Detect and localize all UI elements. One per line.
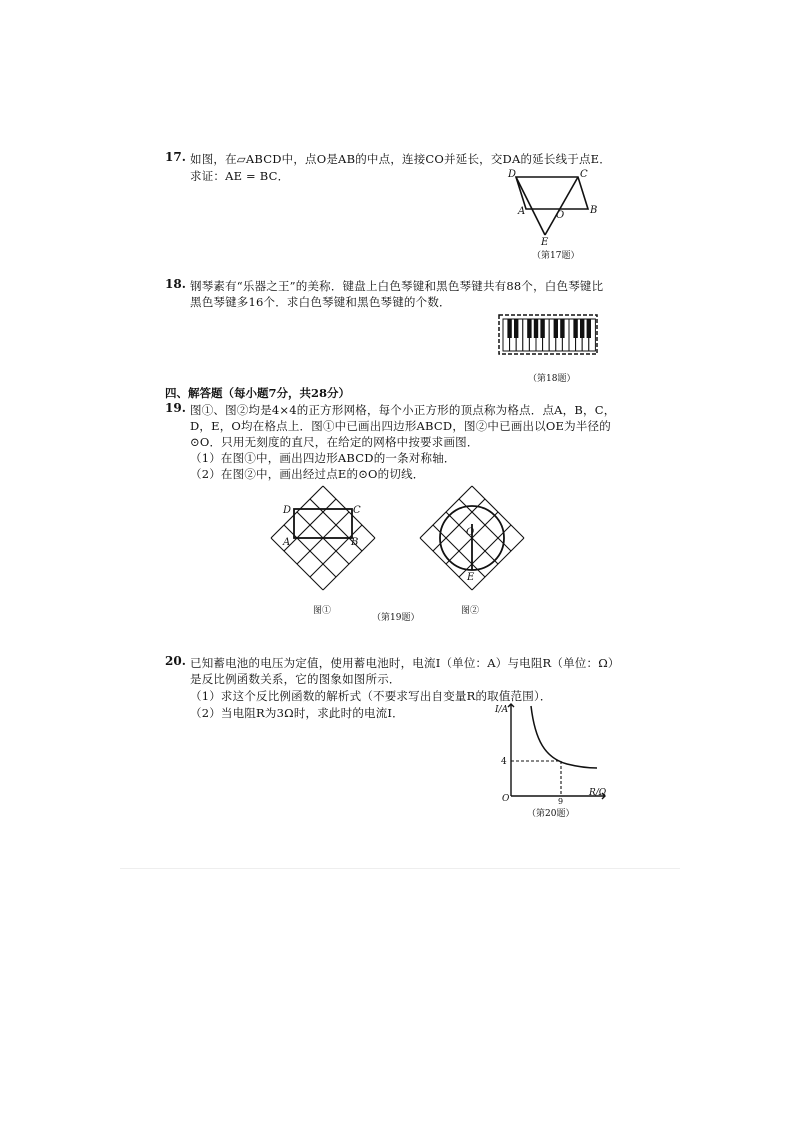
fig2-label: 图② xyxy=(461,606,480,616)
y-axis-label: I/A xyxy=(495,705,509,715)
q20-graph xyxy=(493,700,613,804)
black-key xyxy=(554,319,558,338)
label-B: B xyxy=(590,205,598,216)
black-key xyxy=(560,319,564,338)
fig2-label-E: E xyxy=(467,572,475,583)
q20-text-line1: 已知蓄电池的电压为定值，使用蓄电池时，电流I（单位：A）与电阻R（单位：Ω） xyxy=(190,656,620,670)
black-key xyxy=(587,319,591,338)
q17-caption: （第17题） xyxy=(532,251,580,261)
q19-number: 19. xyxy=(165,401,186,415)
label-D: D xyxy=(508,169,517,180)
quadrilateral-abcd xyxy=(294,509,352,538)
q19-text-line2: D，E，O均在格点上．图①中已画出四边形ABCD，图②中已画出以OE为半径的 xyxy=(190,419,611,433)
q17-text-line1: 如图，在▱ABCD中，点O是AB的中点，连接CO并延长，交DA的延长线于点E． xyxy=(190,152,611,166)
segment-ce xyxy=(545,177,578,235)
label-A: A xyxy=(518,206,526,217)
black-key xyxy=(507,319,511,338)
fig1-label-A: A xyxy=(283,537,291,548)
x-axis-label: R/Ω xyxy=(589,788,607,798)
q18-piano-keyboard-figure xyxy=(497,313,601,357)
q20-number: 20. xyxy=(165,654,186,668)
scan-edge-line xyxy=(120,868,680,869)
black-key xyxy=(534,319,538,338)
q20-subquestion-2: （2）当电阻R为3Ω时，求此时的电流I． xyxy=(190,706,404,720)
parallelogram-abcd xyxy=(516,177,588,209)
black-key xyxy=(573,319,577,338)
q20-text-line2: 是反比例函数关系，它的图象如图所示． xyxy=(190,672,401,686)
fig1-label-B: B xyxy=(351,537,359,548)
black-key xyxy=(514,319,518,338)
label-O: O xyxy=(556,210,565,221)
black-key xyxy=(580,319,584,338)
q19-text-line3: ⊙O．只用无刻度的直尺，在给定的网格中按要求画图． xyxy=(190,435,479,449)
fig1-label: 图① xyxy=(313,606,332,616)
black-key xyxy=(540,319,544,338)
q17-figure xyxy=(500,165,610,260)
q18-text-line2: 黑色琴键多16个．求白色琴键和黑色琴键的个数． xyxy=(190,295,451,309)
q20-caption: （第20题） xyxy=(527,809,575,819)
q19-subquestion-2: （2）在图②中，画出经过点E的⊙O的切线． xyxy=(190,467,425,481)
inverse-curve xyxy=(531,706,597,768)
q19-subquestion-1: （1）在图①中，画出四边形ABCD的一条对称轴． xyxy=(190,451,456,465)
x-tick-label: 9 xyxy=(558,797,564,804)
y-tick-label: 4 xyxy=(501,757,507,767)
fig2-label-O: O xyxy=(466,527,475,538)
label-C: C xyxy=(580,169,588,180)
q18-caption: （第18题） xyxy=(528,374,576,384)
q19-caption: （第19题） xyxy=(372,613,420,623)
q20-subquestion-1: （1）求这个反比例函数的解析式（不要求写出自变量R的取值范围）． xyxy=(190,689,552,703)
q18-number: 18. xyxy=(165,277,186,291)
q19-text-line1: 图①、图②均是4×4的正方形网格，每个小正方形的顶点称为格点．点A，B，C， xyxy=(190,403,616,417)
q19-figure-1 xyxy=(265,482,385,597)
label-E: E xyxy=(541,237,549,248)
black-key xyxy=(527,319,531,338)
q18-text-line1: 钢琴素有“乐器之王”的美称．键盘上白色琴键和黑色琴键共有88个，白色琴键比 xyxy=(190,279,604,293)
q17-text-line2: 求证：AE = BC． xyxy=(190,169,290,183)
origin-label: O xyxy=(502,794,510,804)
q17-number: 17. xyxy=(165,150,186,164)
fig1-label-D: D xyxy=(283,505,292,516)
fig1-label-C: C xyxy=(353,505,361,516)
q19-figure-2 xyxy=(414,482,534,597)
section-4-title: 四、解答题（每小题7分，共28分） xyxy=(165,386,351,400)
